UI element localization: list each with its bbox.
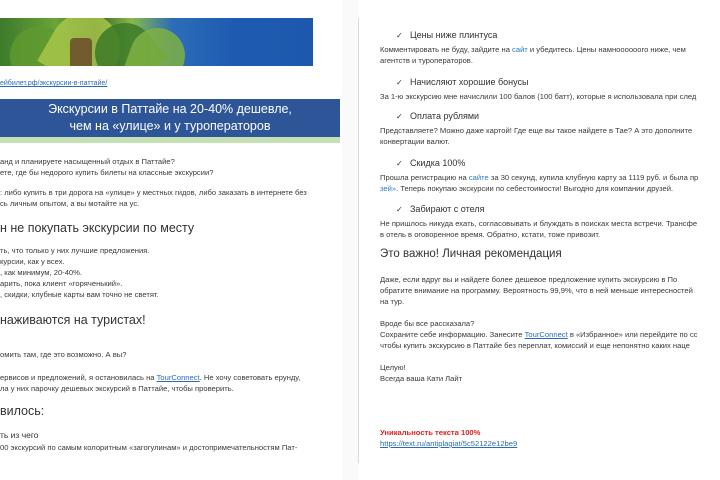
paragraph-save: омить там, где это возможно. А вы? — [0, 350, 127, 359]
benefit-text-line-2: конвертации валют. — [380, 137, 450, 146]
article-title-box — [0, 99, 340, 143]
benefit-text — [380, 172, 698, 183]
reason-item: курсии, как у всех. — [0, 257, 65, 266]
save-info-part: Сохраните себе информацию. Занесите — [380, 330, 525, 339]
tourconnect-link[interactable]: TourConnect — [524, 330, 568, 339]
benefit-heading — [396, 77, 529, 87]
benefit-heading — [396, 111, 479, 121]
benefit-title: Оплата рублями — [410, 111, 480, 121]
benefit-title: Начисляют хорошие бонусы — [410, 77, 529, 87]
page-divider — [358, 18, 359, 463]
benefit-text-part: Прошла регистрацию на — [380, 173, 469, 182]
antiplagiat-link[interactable]: https://text.ru/antiplagiat/5c52122e12be9 — [380, 439, 518, 448]
benefit-heading — [396, 158, 465, 168]
intro-line-1: анд и планируете насыщенный отдых в Паттайе? — [0, 157, 175, 166]
promo-link[interactable]: зей» — [380, 184, 397, 193]
benefit-text: Представляете? Можно даже картой! Где еще вы такое найдете в Тае? А это дополните — [380, 126, 693, 135]
recommendation-heading: Это важно! Личная рекомендация — [380, 248, 562, 260]
paragraph-services — [0, 372, 300, 383]
source-url-link[interactable]: ейбилет.рф/экскурсии-в-паттайе/ — [0, 80, 108, 87]
document-page-left — [0, 0, 342, 480]
signoff-line-1: Целую! — [380, 363, 406, 372]
paragraph-services-line-2: ла у них парочку дешевых экскурсий в Паттайе, чтобы проверить. — [0, 384, 234, 393]
check-icon: ✓ — [396, 31, 403, 40]
benefit-heading — [396, 204, 484, 214]
site-link[interactable]: сайт — [512, 45, 528, 54]
benefit-text: Не пришлось никуда ехать, согласовывать и блуждать в поисках места встречи. Трансфе — [380, 219, 698, 228]
question-text: Вроде бы все рассказала? — [380, 319, 475, 328]
check-icon: ✓ — [396, 112, 403, 121]
uniqueness-label: Уникальность текста 100% — [380, 428, 481, 437]
site-link[interactable]: сайте — [468, 173, 489, 182]
benefit-heading — [396, 30, 497, 40]
benefit-text-line-2 — [380, 183, 673, 194]
intro-line-2: ете, где бы недорого купить билеты на класcные экскурсии? — [0, 168, 214, 177]
reason-item: арить, пока клиент «горяченький». — [0, 279, 123, 288]
page-gap — [342, 0, 358, 480]
subheading-choice: ть из чего — [0, 430, 39, 440]
recommendation-line: на тур. — [380, 297, 405, 306]
save-info-text — [380, 329, 697, 340]
signoff-line-2: Всегда ваша Кати Лайт — [380, 374, 463, 383]
check-icon: ✓ — [396, 159, 403, 168]
heading-why-not-buy: н не покупать экскурсии по месту — [0, 221, 195, 235]
reason-item: ть, что только у них лучшие предложения. — [0, 246, 150, 255]
benefit-text-part: Комментировать не буду, зайдите на — [380, 45, 513, 54]
benefit-text: За 1-ю экскурсию мне начислили 100 балов (100 батт), которые я использовала при след — [380, 92, 697, 101]
save-info-line-2: чтобы купить экскурсию в Паттайе без переплат, комиссий и еще непонятно каких наце — [380, 341, 690, 350]
paragraph-services-text: ервисов и предложений, я остановилась на — [0, 373, 157, 382]
benefit-text-line-2: агентств и туроператоров. — [380, 56, 473, 65]
reason-item: , скидки, клубные карты вам точно не светят. — [0, 290, 159, 299]
article-title-line-2: чем на «улице» и у туроператоров — [69, 119, 271, 133]
palm-tree-banner-image — [0, 18, 313, 66]
save-info-part: в «Избранное» или перейдите по сс — [567, 330, 698, 339]
check-icon: ✓ — [396, 205, 403, 214]
check-icon: ✓ — [396, 78, 403, 87]
recommendation-line: обратите внимание на программу. Вероятность 99,9%, что в ней меньше интересностей — [380, 286, 693, 295]
intro2-line-1: : либо купить в три дорога на «улице» у местных гидов, либо заказать в интернете без — [0, 188, 307, 197]
heading-profit-on-tourists: наживаются на туристах! — [0, 313, 146, 327]
benefit-title: Скидка 100% — [410, 158, 466, 168]
recommendation-line: Даже, если вдруг вы и найдете более дешевое предложение купить экскурсию в По — [380, 275, 678, 284]
benefit-text-part: . Теперь покупаю экскурсии по себестоимости! Выгодно для компании друзей. — [396, 184, 674, 193]
benefit-title: Цены ниже плинтуса — [410, 30, 498, 40]
benefit-text — [380, 44, 686, 55]
article-title-line-1: Экскурсии в Паттайе на 20-40% дешевле, — [48, 102, 292, 116]
choice-text: 00 экскурсий по самым колоритным «загогулинам» и достопримечательностям Пат- — [0, 443, 298, 452]
heading-liked: вилось: — [0, 404, 45, 418]
document-page-right — [360, 0, 720, 480]
benefit-text-part: за 30 секунд, купила клубную карту за 1119 руб. и была пр — [488, 173, 699, 182]
benefit-title: Забирают с отеля — [410, 204, 485, 214]
benefit-text-line-2: в отель в оговоренное время. Обратно, кстати, тоже привозит. — [380, 230, 601, 239]
paragraph-services-text-end: . Не хочу советовать ерунду, — [199, 373, 301, 382]
benefit-text-part: и убедитесь. Цены намноооооого ниже, чем — [527, 45, 686, 54]
reason-item: , как минимум, 20-40%. — [0, 268, 83, 277]
tourconnect-link[interactable]: TourConnect — [156, 373, 200, 382]
intro2-line-2: сь личным опытом, а вы мотайте на ус. — [0, 199, 140, 208]
